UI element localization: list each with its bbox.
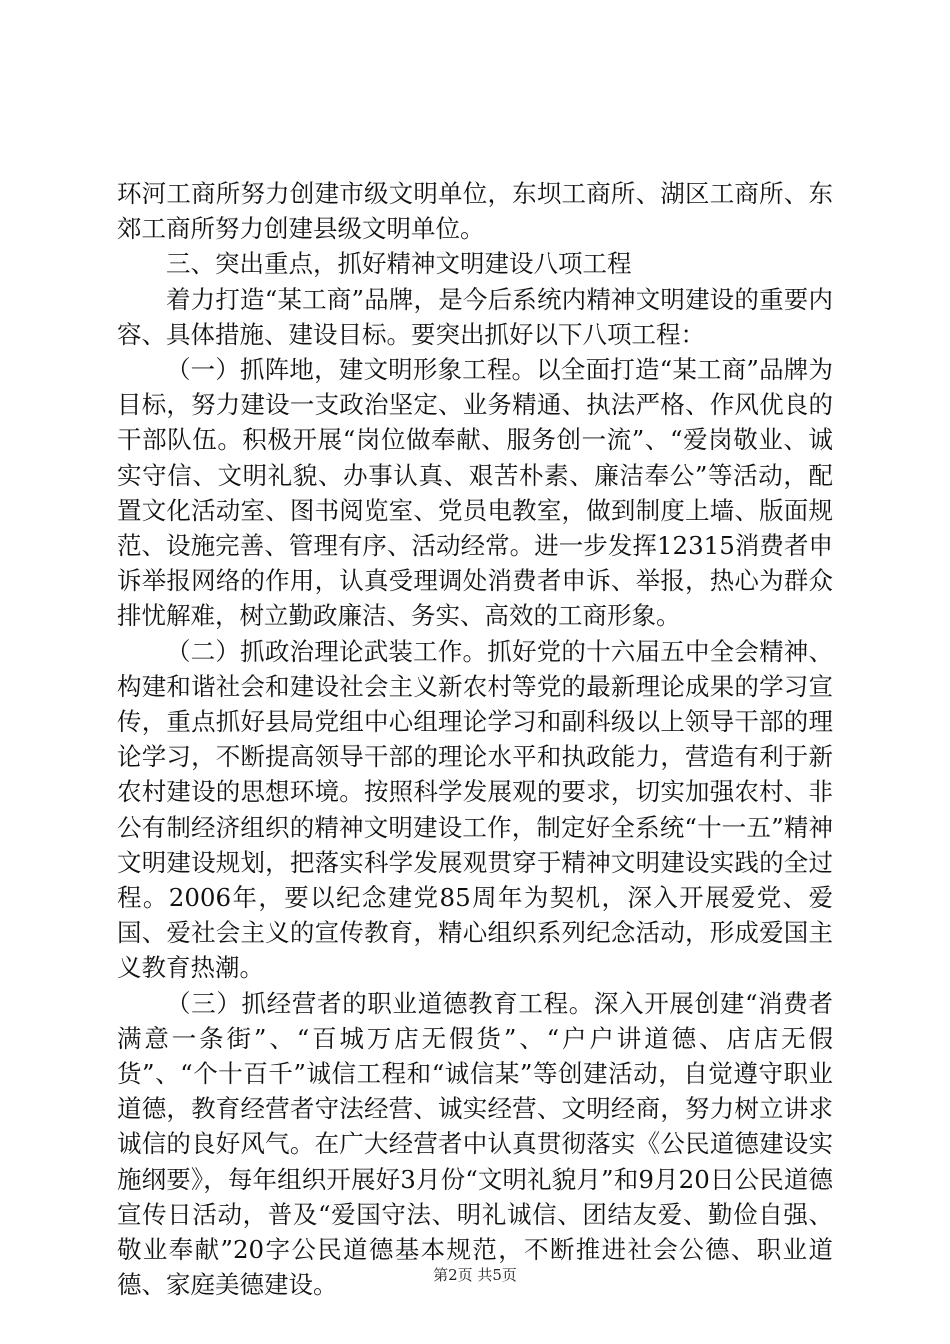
paragraph-item-1: （一）抓阵地，建文明形象工程。以全面打造“某工商”品牌为目标，努力建设一支政治坚定、业务精通、执法严格、作风优良的干部队伍。积极开展“岗位做奉献、服务创一流”、“爱岗敬业、诚实守信、文明礼貌、办事认真、艰苦朴素、廉洁奉公”等活动，配置文化活动室、图书阅览室、党员电教室，做到制度上墙、版面规范、设施完善、管理有序、活动经常。进一步发挥12315消费者申诉举报网络的作用，认真受理调处消费者申诉、举报，热心为群众排忧解难，树立勤政廉洁、务实、高效的工商形象。: [117, 355, 833, 631]
page-number: 第2页 共5页: [433, 1266, 517, 1284]
page-footer: [0, 1264, 950, 1285]
paragraph-intro: 着力打造“某工商”品牌，是今后系统内精神文明建设的重要内容、具体措施、建设目标。要突出抓好以下八项工程：: [117, 284, 833, 349]
section-heading: 三、突出重点，抓好精神文明建设八项工程: [166, 249, 632, 279]
paragraph-item-2: （二）抓政治理论武装工作。抓好党的十六届五中全会精神、构建和谐社会和建设社会主义新农村等党的最新理论成果的学习宣传，重点抓好县局党组中心组理论学习和副科级以上领导干部的理论学习，不断提高领导干部的理论水平和执政能力，营造有利于新农村建设的思想环境。按照科学发展观的要求，切实加强农村、非公有制经济组织的精神文明建设工作，制定好全系统“十一五”精神文明建设规划，把落实科学发展观贯穿于精神文明建设实践的全过程。2006年，要以纪念建党85周年为契机，深入开展爱党、爱国、爱社会主义的宣传教育，精心组织系列纪念活动，形成爱国主义教育热潮。: [117, 636, 833, 983]
paragraph-item-3: （三）抓经营者的职业道德教育工程。深入开展创建“消费者满意一条街”、“百城万店无假货”、“户户讲道德、店店无假货”、“个十百千”诚信工程和“诚信某”等创建活动，自觉遵守职业道德，教育经营者守法经营、诚实经营、文明经商，努力树立讲求诚信的良好风气。在广大经营者中认真贯彻落实《公民道德建设实施纲要》，每年组织开展好3月份“文明礼貌月”和9月20日公民道德宣传日活动，普及“爱国守法、明礼诚信、团结友爱、勤俭自强、敬业奉献”20字公民道德基本规范，不断推进社会公德、职业道德、家庭美德建设。: [117, 988, 833, 1300]
document-body: [117, 176, 833, 1303]
paragraph-continuation: 环河工商所努力创建市级文明单位，东坝工商所、湖区工商所、东郊工商所努力创建县级文明单位。: [117, 179, 833, 244]
